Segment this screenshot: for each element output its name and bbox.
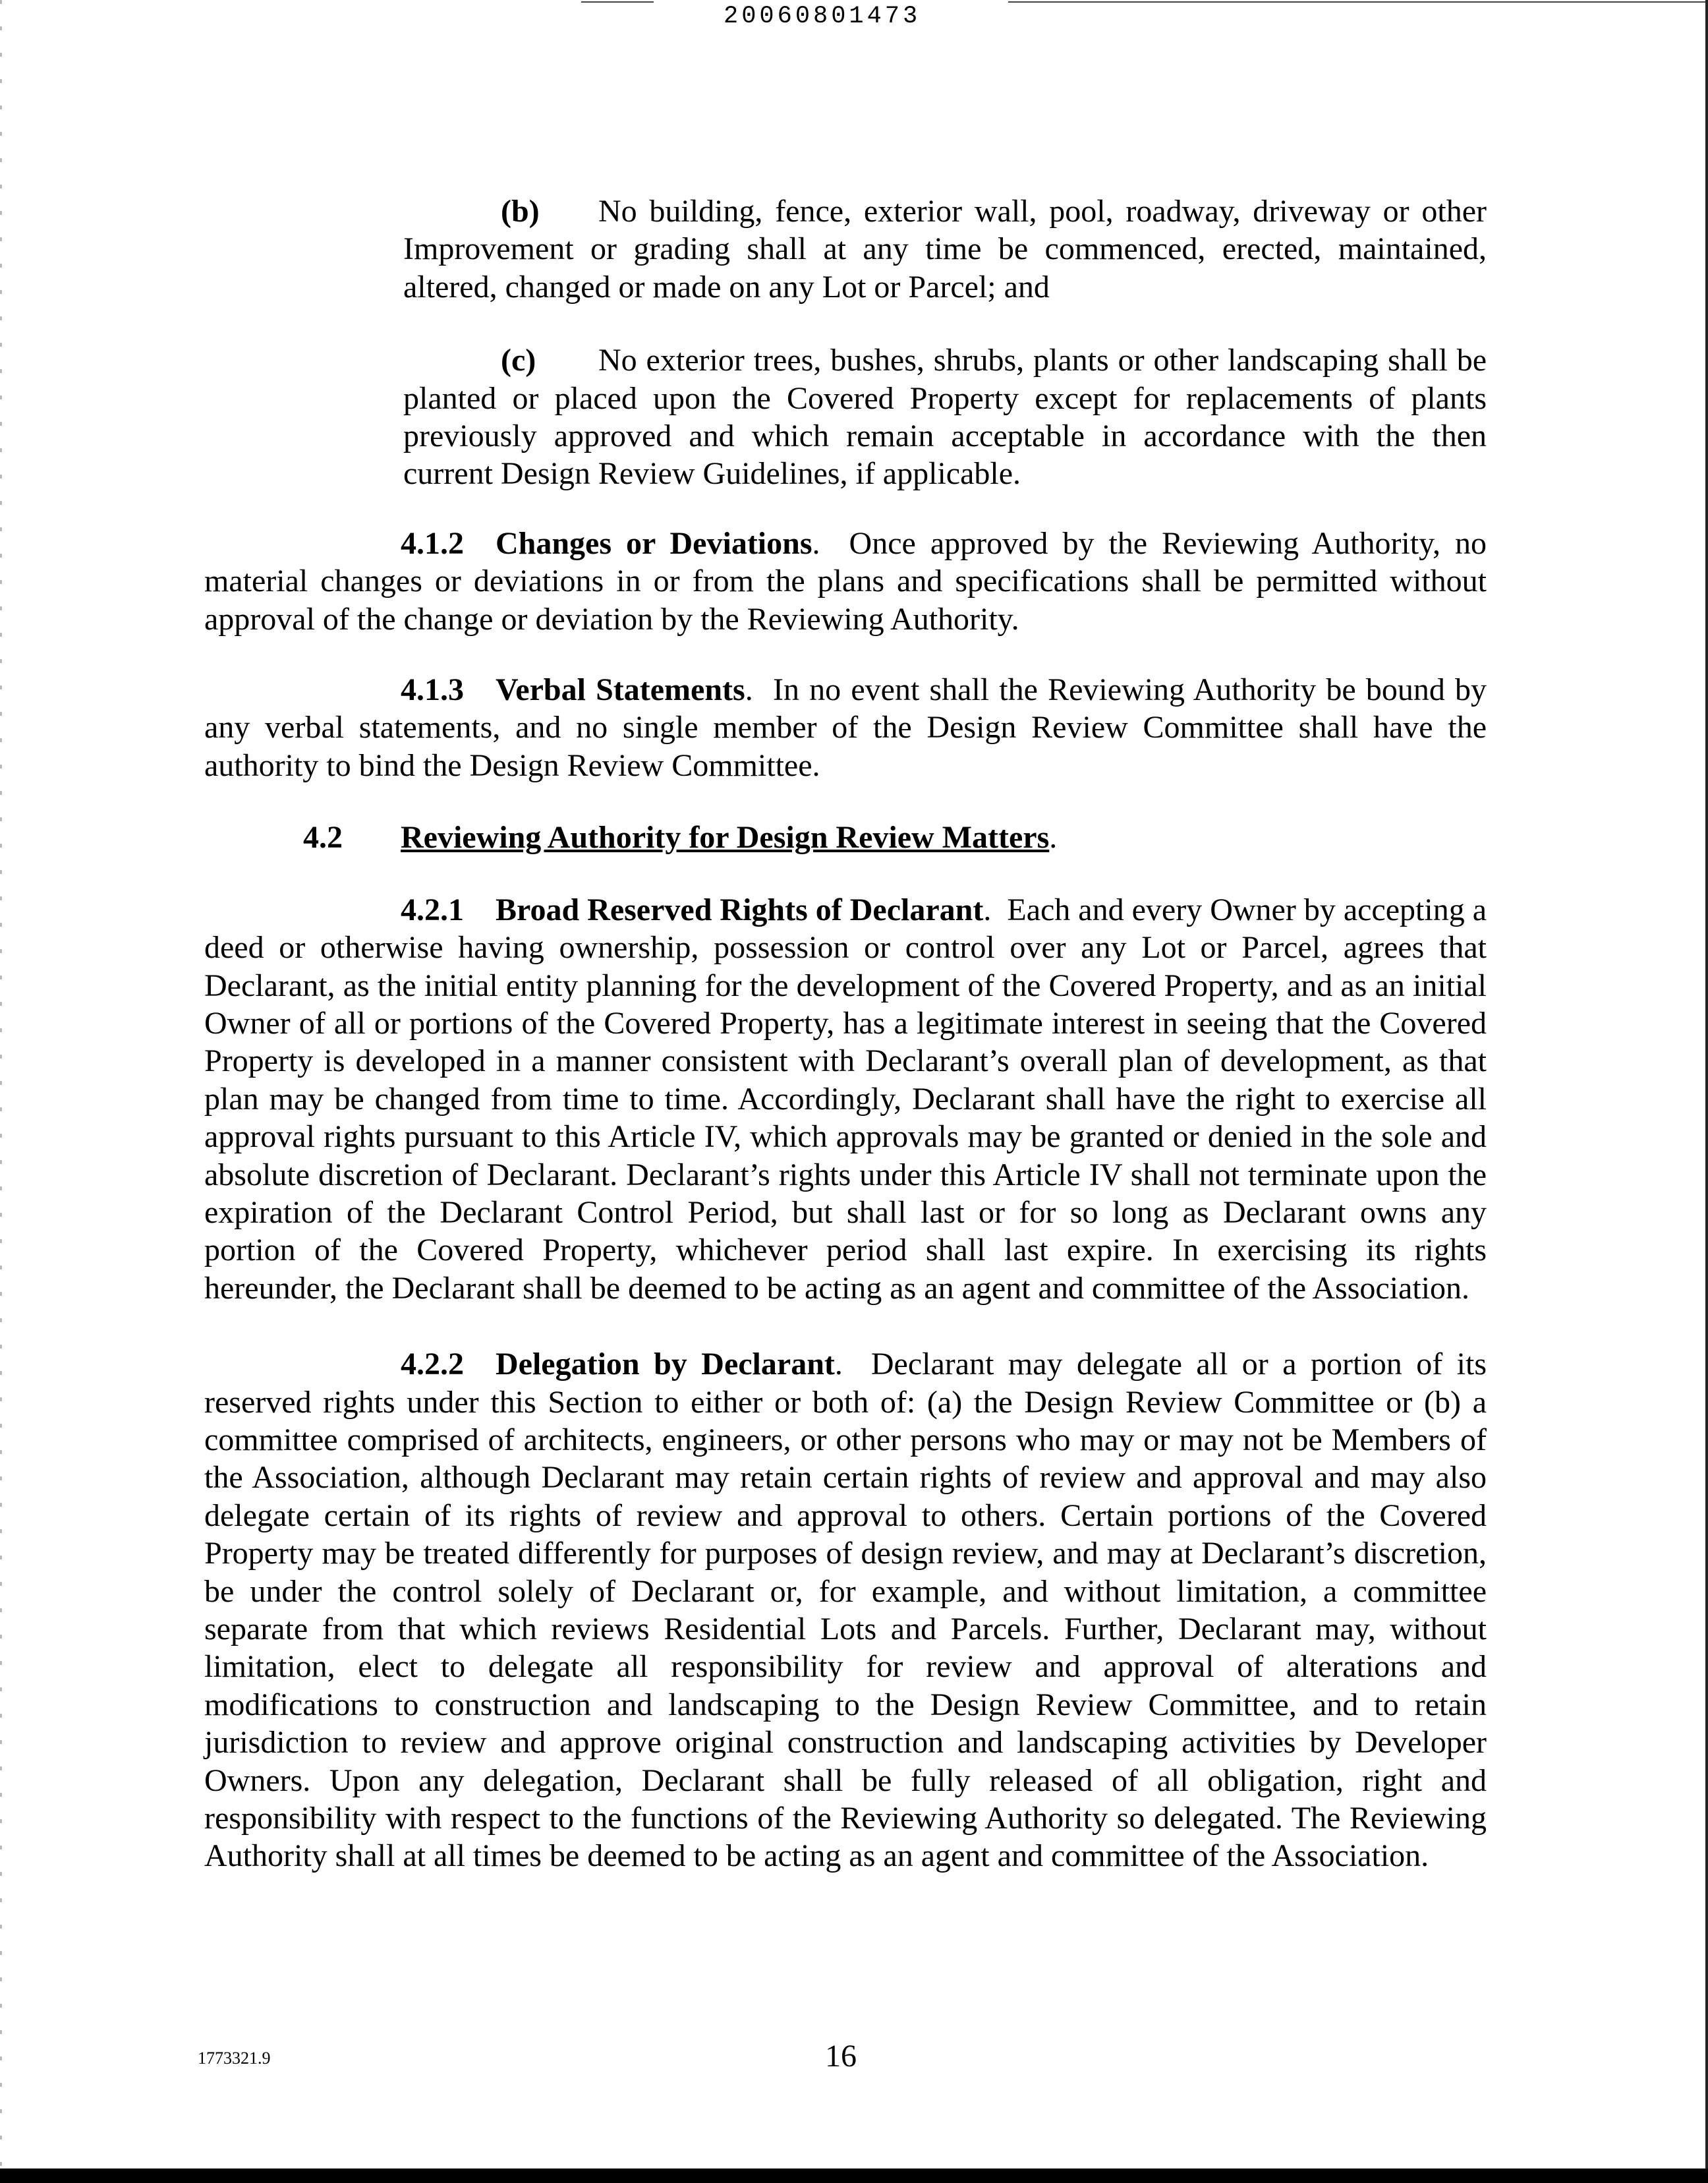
recording-number: 20060801473 [724, 3, 921, 30]
section-4-2-1: 4.2.1 Broad Reserved Rights of Declarant. Each and every Owner by accepting a deed or otherwise having ownership, possession or control over any Lot or Parcel, agrees that Declarant, as the initial entity planning for the development of the Covered Property, and as an initial Owner of all or portions of the Covered Property, has a legitimate interest in seeing that the Covered Property is developed in a manner consistent with Declarant’s overall plan of development, as that plan may be changed from time to time. Accordingly, Declarant shall have the right to exercise all approval rights pursuant to this Article IV, which approvals may be granted or denied in the sole and absolute discretion of Declarant. Declarant’s rights under this Article IV shall not terminate upon the expiration of the Declarant Control Period, but shall last or for so long as Declarant owns any portion of the Covered Property, whichever period shall last expire. In exercising its rights hereunder, the Declarant shall be deemed to be acting as an agent and committee of the Association. [204, 892, 1487, 1306]
subsection-c-text: No exterior trees, bushes, shrubs, plants or other landscaping shall be planted or placed upon the Covered Property except for replacements of plants previously approved and which remain acceptable in accordance with the then current Design Review Guidelines, if applicable. [403, 343, 1487, 492]
section-4-2-number: 4.2 [303, 820, 343, 856]
section-4-2-title: Reviewing Authority for Design Review Matters [401, 820, 1050, 856]
section-4-1-2: 4.1.2 Changes or Deviations. Once approved by the Reviewing Authority, no material changes or deviations in or from the plans and specifications shall be permitted without approval of the change or deviation by the Reviewing Authority. [204, 525, 1487, 637]
subsection-b [403, 192, 1487, 306]
scan-left-edge [0, 0, 2, 2183]
subsection-c [403, 341, 1487, 493]
subsection-c-label: (c) [501, 343, 536, 378]
top-rule-left [581, 1, 654, 3]
section-4-1-2-title: Changes or Deviations [496, 525, 812, 561]
section-4-1-3-number: 4.1.3 [401, 672, 464, 708]
section-4-1-3-text: In no event shall the Reviewing Authority be bound by any verbal statements, and no single member of the Design Review Committee shall have the authority to bind the Design Review Committee. [204, 672, 1487, 783]
section-4-2-2-title: Delegation by Declarant [496, 1347, 835, 1382]
section-4-1-3: 4.1.3 Verbal Statements. In no event shall the Reviewing Authority be bound by any verbal statements, and no single member of the Design Review Committee shall have the authority to bind the Design Review Committee. [204, 672, 1487, 783]
footer-document-id: 1773321.9 [198, 2049, 271, 2068]
scan-bottom-edge [0, 2168, 1708, 2183]
section-4-2-1-text: Each and every Owner by accepting a deed or otherwise having ownership, possession or control over any Lot or Parcel, agrees that Declarant, as the initial entity planning for the development of the Covered Property, and as an initial Owner of all or portions of the Covered Property, has a legitimate interest in seeing that the Covered Property is developed in a manner consistent with Declarant’s overall plan of development, as that plan may be changed from time to time. Accordingly, Declarant shall have the right to exercise all approval rights pursuant to this Article IV, which approvals may be granted or denied in the sole and absolute discretion of Declarant. Declarant’s rights under this Article IV shall not terminate upon the expiration of the Declarant Control Period, but shall last or for so long as Declarant owns any portion of the Covered Property, whichever period shall last expire. In exercising its rights hereunder, the Declarant shall be deemed to be acting as an agent and committee of the Association. [204, 892, 1487, 1306]
section-4-2-heading: 4.2 Reviewing Authority for Design Review Matters. [204, 819, 1487, 856]
page-number: 16 [825, 2039, 857, 2074]
subsection-b-label: (b) [501, 194, 540, 229]
section-4-1-2-number: 4.1.2 [401, 525, 464, 561]
top-rule-right [1008, 1, 1707, 3]
section-4-2-1-number: 4.2.1 [401, 892, 464, 927]
scan-right-edge [1705, 0, 1708, 2183]
section-4-2-2: 4.2.2 Delegation by Declarant. Declarant may delegate all or a portion of its reserved rights under this Section to either or both of: (a) the Design Review Committee or (b) a committee comprised of architects, engineers, or other persons who may or may not be Members of the Association, although Declarant may retain certain rights of review and approval and may also delegate certain of its rights of review and approval to others. Certain portions of the Covered Property may be treated differently for purposes of design review, and may at Declarant’s discretion, be under the control solely of Declarant or, for example, and without limitation, a committee separate from that which reviews Residential Lots and Parcels. Further, Declarant may, without limitation, elect to delegate all responsibility for review and approval of alterations and modifications to construction and landscaping to the Design Review Committee, and to retain jurisdiction to review and approve original construction and landscaping activities by Developer Owners. Upon any delegation, Declarant shall be fully released of all obligation, right and responsibility with respect to the functions of the Reviewing Authority so delegated. The Reviewing Authority shall at all times be deemed to be acting as an agent and committee of the Association. [204, 1347, 1487, 1874]
document-body [204, 192, 1487, 1875]
section-4-1-2-text: Once approved by the Reviewing Authority, no material changes or deviations in or from the plans and specifications shall be permitted without approval of the change or deviation by the Reviewing Authority. [204, 525, 1487, 637]
subsection-b-text: No building, fence, exterior wall, pool, roadway, driveway or other Improvement or grading shall at any time be commenced, erected, maintained, altered, changed or made on any Lot or Parcel; and [403, 194, 1487, 305]
section-4-2-1-title: Broad Reserved Rights of Declarant [496, 892, 984, 927]
section-4-2-2-number: 4.2.2 [401, 1347, 464, 1382]
section-4-2-2-text: Declarant may delegate all or a portion of its reserved rights under this Section to either or both of: (a) the Design Review Committee or (b) a committee comprised of architects, engineers, or other persons who may or may not be Members of the Association, although Declarant may retain certain rights of review and approval and may also delegate certain of its rights of review and approval to others. Certain portions of the Covered Property may be treated differently for purposes of design review, and may at Declarant’s discretion, be under the control solely of Declarant or, for example, and without limitation, a committee separate from that which reviews Residential Lots and Parcels. Further, Declarant may, without limitation, elect to delegate all responsibility for review and approval of alterations and modifications to construction and landscaping to the Design Review Committee, and to retain jurisdiction to review and approve original construction and landscaping activities by Developer Owners. Upon any delegation, Declarant shall be fully released of all obligation, right and responsibility with respect to the functions of the Reviewing Authority so delegated. The Reviewing Authority shall at all times be deemed to be acting as an agent and committee of the Association. [204, 1347, 1487, 1874]
section-4-1-3-title: Verbal Statements [496, 672, 745, 708]
